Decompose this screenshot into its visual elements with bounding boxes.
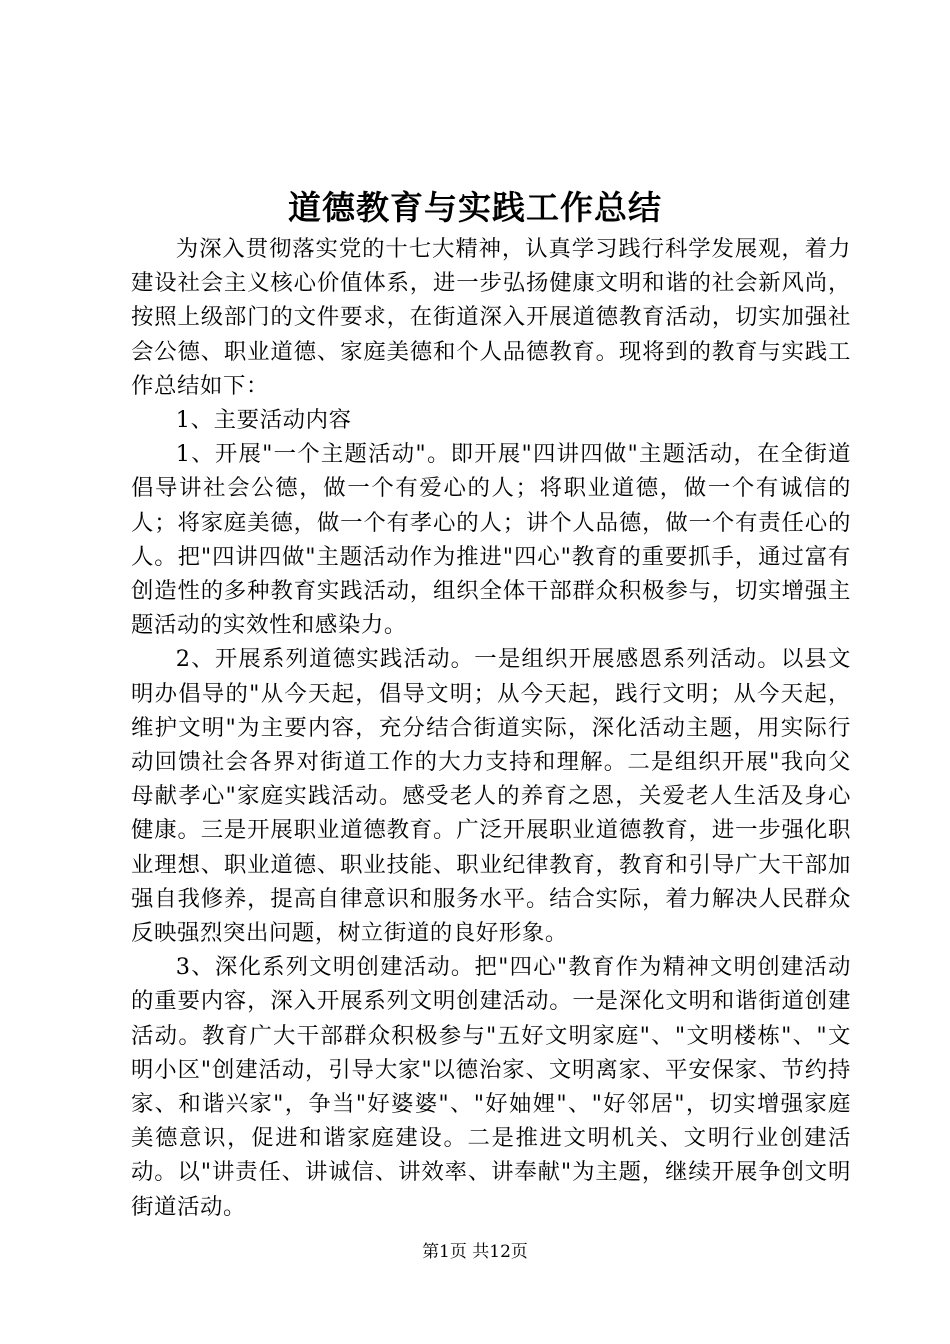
paragraph-item-1: 1、开展"一个主题活动"。即开展"四讲四做"主题活动，在全街道倡导讲社会公德，做一个有爱心的人；将职业道德，做一个有诚信的人；将家庭美德，做一个有孝心的人；讲个人品德，做一个有责任心的人。把"四讲四做"主题活动作为推进"四心"教育的重要抓手，通过富有创造性的多种教育实践活动，组织全体干部群众积极参与，切实增强主题活动的实效性和感染力。	[131, 441, 851, 639]
document-body	[131, 232, 851, 1224]
document-title: 道德教育与实践工作总结	[288, 188, 662, 227]
section-heading: 1、主要活动内容	[175, 407, 352, 434]
paragraph-item-3: 3、深化系列文明创建活动。把"四心"教育作为精神文明创建活动的重要内容，深入开展系列文明创建活动。一是深化文明和谐街道创建活动。教育广大干部群众积极参与"五好文明家庭"、"文明楼栋"、"文明小区"创建活动，引导大家"以德治家、文明离家、平安保家、节约持家、和谐兴家"，争当"好婆婆"、"好妯娌"、"好邻居"，切实增强家庭美德意识，促进和谐家庭建设。二是推进文明机关、文明行业创建活动。以"讲责任、讲诚信、讲效率、讲奉献"为主题，继续开展争创文明街道活动。	[131, 954, 851, 1220]
page-number-footer: 第1页 共12页	[422, 1242, 528, 1262]
paragraph-item-2: 2、开展系列道德实践活动。一是组织开展感恩系列活动。以县文明办倡导的"从今天起，倡导文明；从今天起，践行文明；从今天起，维护文明"为主要内容，充分结合街道实际，深化活动主题，用实际行动回馈社会各界对街道工作的大力支持和理解。二是组织开展"我向父母献孝心"家庭实践活动。感受老人的养育之恩，关爱老人生活及身心健康。三是开展职业道德教育。广泛开展职业道德教育，进一步强化职业理想、职业道德、职业技能、职业纪律教育，教育和引导广大干部加强自我修养，提高自律意识和服务水平。结合实际，着力解决人民群众反映强烈突出问题，树立街道的良好形象。	[131, 646, 851, 947]
paragraph-intro: 为深入贯彻落实党的十七大精神，认真学习践行科学发展观，着力建设社会主义核心价值体系，进一步弘扬健康文明和谐的社会新风尚，按照上级部门的文件要求，在街道深入开展道德教育活动，切实加强社会公德、职业道德、家庭美德和个人品德教育。现将到的教育与实践工作总结如下：	[131, 236, 851, 399]
